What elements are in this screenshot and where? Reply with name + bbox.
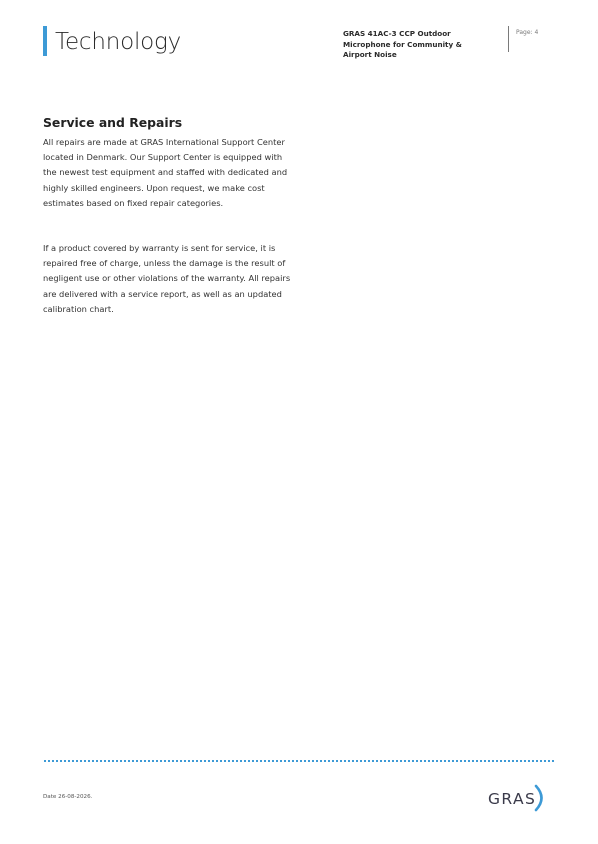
gras-logo-text: GRAS bbox=[488, 790, 537, 808]
page-number: Page: 4 bbox=[516, 29, 539, 36]
document-product-title: GRAS 41AC-3 CCP Outdoor Microphone for Community & Airport Noise bbox=[343, 29, 462, 59]
page-title: Technology bbox=[55, 29, 182, 55]
body-paragraph-1: All repairs are made at GRAS International Support Center located in Denmark. Our Support Center is equipped with the newest test equipment and staffed with dedicated and highly skilled engineers. Upon request, we make cost estimates based on fixed repair categories. bbox=[43, 137, 288, 208]
body-paragraph-2: If a product covered by warranty is sent for service, it is repaired free of charge, unless the damage is the result of negligent use or other violations of the warranty. All repairs are delivered with a service report, as well as an updated calibration chart. bbox=[43, 243, 291, 314]
gras-logo bbox=[485, 781, 549, 815]
footer-dotted-divider bbox=[44, 760, 554, 762]
section-heading: Service and Repairs bbox=[43, 115, 183, 130]
footer-date: Date 26-08-2026. bbox=[43, 794, 93, 800]
header-divider bbox=[508, 26, 509, 52]
title-accent-bar bbox=[43, 26, 47, 56]
